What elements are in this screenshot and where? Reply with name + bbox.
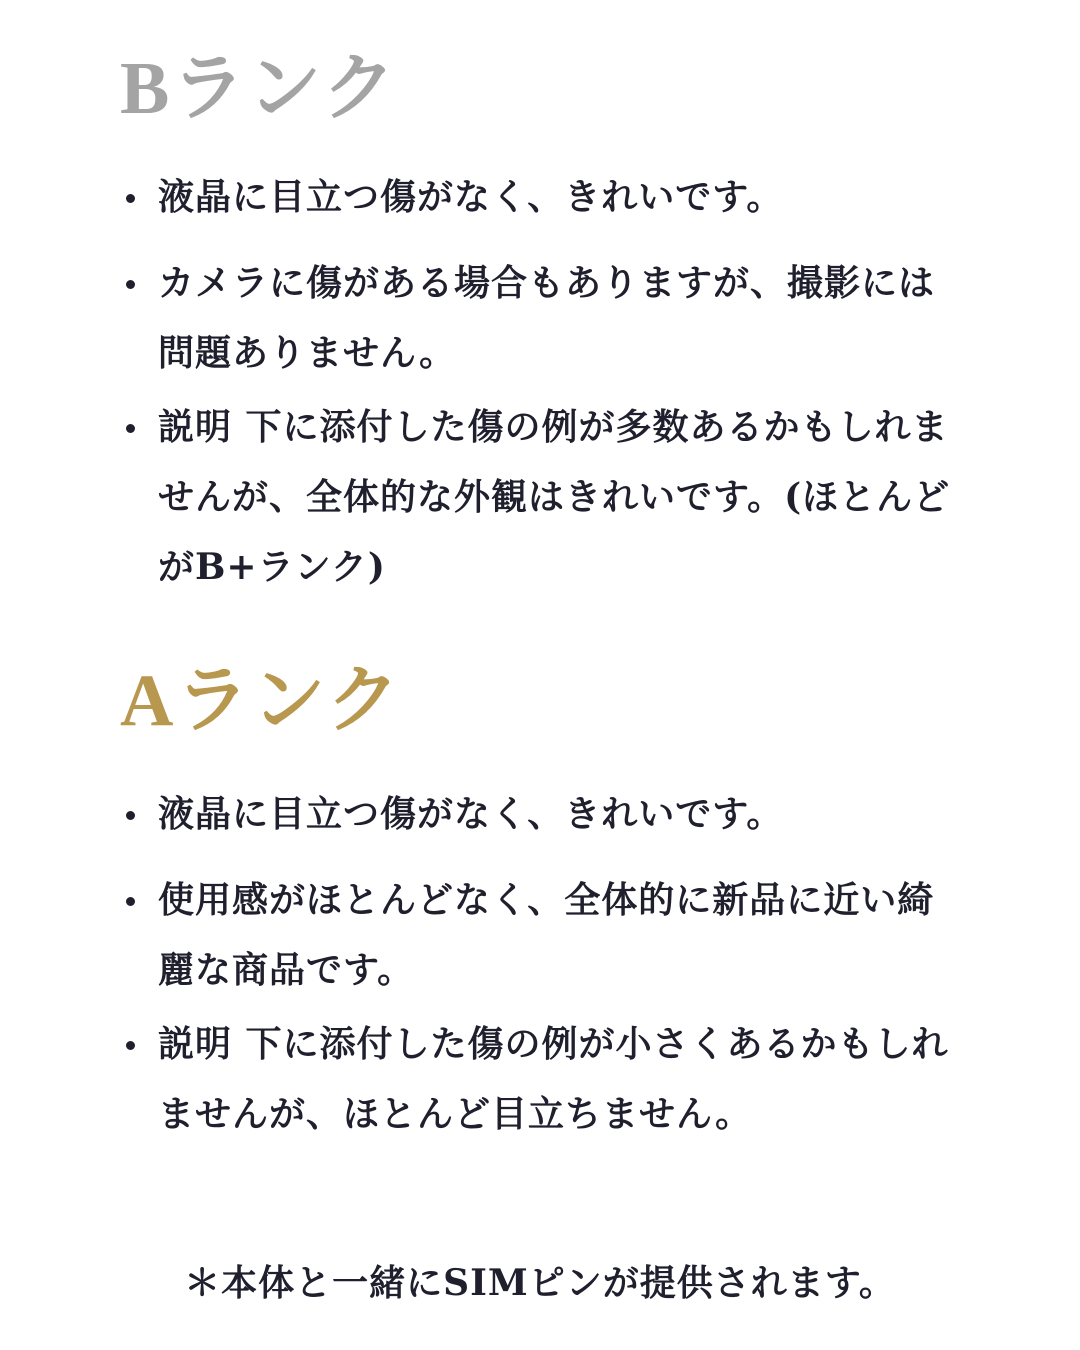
bullet-icon <box>126 424 135 433</box>
list-item-text: 説明 下に添付した傷の例が小さくあるかもしれませんが、ほとんど目立ちません。 <box>158 1023 949 1135</box>
list-item <box>126 1009 966 1149</box>
a-rank-heading: Aランク <box>120 660 402 742</box>
list-item <box>126 392 966 602</box>
a-rank-list <box>126 779 966 1165</box>
bullet-icon <box>126 194 135 203</box>
list-item <box>126 162 966 232</box>
b-rank-list <box>126 162 966 618</box>
list-item <box>126 248 966 388</box>
bullet-icon <box>126 811 135 820</box>
list-item-text: カメラに傷がある場合もありますが、撮影には問題ありません。 <box>158 262 936 374</box>
list-item <box>126 779 966 849</box>
list-item <box>126 865 966 1005</box>
sim-pin-footnote: ＊本体と一緒にSIMピンが提供されます。 <box>184 1262 896 1304</box>
list-item-text: 液晶に目立つ傷がなく、きれいです。 <box>158 176 784 218</box>
bullet-icon <box>126 280 135 289</box>
list-item-text: 液晶に目立つ傷がなく、きれいです。 <box>158 793 784 835</box>
b-rank-heading: Bランク <box>120 48 398 130</box>
bullet-icon <box>126 897 135 906</box>
list-item-text: 使用感がほとんどなく、全体的に新品に近い綺麗な商品です。 <box>158 879 935 991</box>
list-item-text: 説明 下に添付した傷の例が多数あるかもしれませんが、全体的な外観はきれいです。(ほとんどがB+ランク) <box>158 406 951 588</box>
bullet-icon <box>126 1041 135 1050</box>
